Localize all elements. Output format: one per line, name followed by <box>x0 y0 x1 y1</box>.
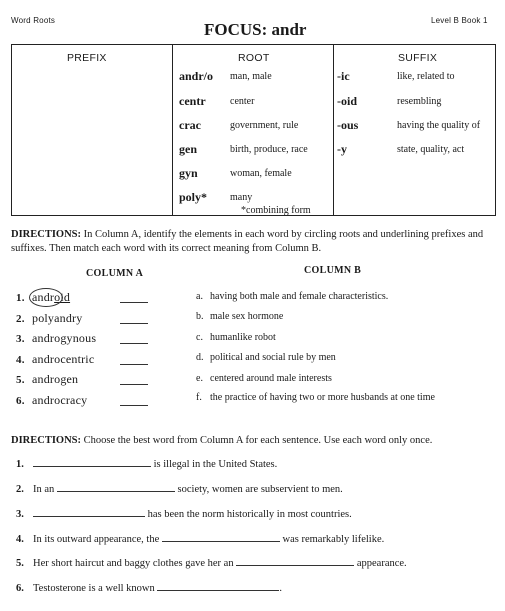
column-b-item: b. male sex hormone <box>196 311 284 322</box>
column-b-item: a. having both male and female characteristics. <box>196 291 389 302</box>
suffix-term: -ous <box>337 118 359 132</box>
root-term: gen <box>179 142 197 156</box>
directions-label: DIRECTIONS: <box>11 435 82 446</box>
answer-blank[interactable] <box>120 343 148 344</box>
fill-in-blank[interactable] <box>33 458 151 467</box>
column-b-item: c. humanlike robot <box>196 332 276 343</box>
sentence-item: 3. has been the norm historically in most countries. <box>16 509 352 520</box>
fill-in-blank[interactable] <box>57 483 175 492</box>
column-b-header: COLUMN B <box>304 265 362 276</box>
root-meaning: woman, female <box>230 168 292 179</box>
answer-blank[interactable] <box>120 302 148 303</box>
sentence-item: 1. is illegal in the United States. <box>16 459 278 470</box>
combining-form-note: *combining form <box>241 205 311 216</box>
root-meaning: birth, produce, race <box>230 144 308 155</box>
page-title: FOCUS: andr <box>204 20 307 39</box>
directions-sentences <box>11 434 499 448</box>
directions-matching <box>11 228 499 256</box>
sentence-item: 2. In an society, women are subservient to men. <box>16 484 343 495</box>
column-b-item: d. political and social rule by men <box>196 352 336 363</box>
suffix-meaning: having the quality of <box>397 120 481 131</box>
sentence-item: 5. Her short haircut and baggy clothes gave her an appearance. <box>16 558 407 569</box>
root-header: ROOT <box>238 52 270 64</box>
answer-blank[interactable] <box>120 364 148 365</box>
fill-in-blank[interactable] <box>236 557 354 566</box>
fill-in-blank[interactable] <box>33 508 145 517</box>
sentence-item: 4. In its outward appearance, the was remarkably lifelike. <box>16 534 385 545</box>
column-a-item: 6. androcracy <box>16 393 88 407</box>
fill-in-blank[interactable] <box>162 533 280 542</box>
root-term: crac <box>179 118 201 132</box>
root-meaning: man, male <box>230 71 272 82</box>
directions-text: Choose the best word from Column A for each sentence. Use each word only once. <box>81 435 433 446</box>
root-term: gyn <box>179 166 198 180</box>
root-meaning: many <box>230 192 253 203</box>
root-meaning: center <box>230 96 255 107</box>
table-divider <box>333 45 334 215</box>
column-a-item: 1. android <box>16 290 71 304</box>
suffix-term: -y <box>337 142 347 156</box>
prefix-header: PREFIX <box>67 52 107 64</box>
column-a-header: COLUMN A <box>86 268 144 279</box>
root-term: poly* <box>179 190 208 204</box>
word-elements-table <box>11 44 496 216</box>
column-a-item: 4. androcentric <box>16 352 95 366</box>
suffix-meaning: state, quality, act <box>397 144 465 155</box>
column-b-item: e. centered around male interests <box>196 373 332 384</box>
word-root-circled: andr <box>32 290 55 304</box>
fill-in-blank[interactable] <box>157 582 279 591</box>
column-a-item: 3. androgynous <box>16 331 97 345</box>
answer-blank[interactable] <box>120 384 148 385</box>
root-circle-mark <box>29 288 63 307</box>
suffix-term: -oid <box>337 94 358 108</box>
suffix-term: -ic <box>337 69 350 83</box>
table-divider <box>172 45 173 215</box>
column-b-item: f. the practice of having two or more husbands at one time <box>196 392 435 403</box>
answer-blank[interactable] <box>120 323 148 324</box>
column-a-item: 2. polyandry <box>16 311 83 325</box>
word-suffix-underlined: oid <box>54 290 71 304</box>
directions-text: In Column A, identify the elements in each word by circling roots and underlining prefixes and suffixes. Then match each word with its correct meaning from Column B. <box>11 229 484 254</box>
suffix-meaning: like, related to <box>397 71 455 82</box>
column-a-item: 5. androgen <box>16 372 79 386</box>
root-meaning: government, rule <box>230 120 299 131</box>
level-label: Level B Book 1 <box>431 16 488 25</box>
directions-label: DIRECTIONS: <box>11 229 82 240</box>
root-term: centr <box>179 94 206 108</box>
sentence-item: 6. Testosterone is a well known . <box>16 583 282 594</box>
suffix-meaning: resembling <box>397 96 442 107</box>
suffix-header: SUFFIX <box>398 52 438 64</box>
root-term: andr/o <box>179 69 214 83</box>
answer-blank[interactable] <box>120 405 148 406</box>
worksheet-series-label: Word Roots <box>11 16 56 25</box>
